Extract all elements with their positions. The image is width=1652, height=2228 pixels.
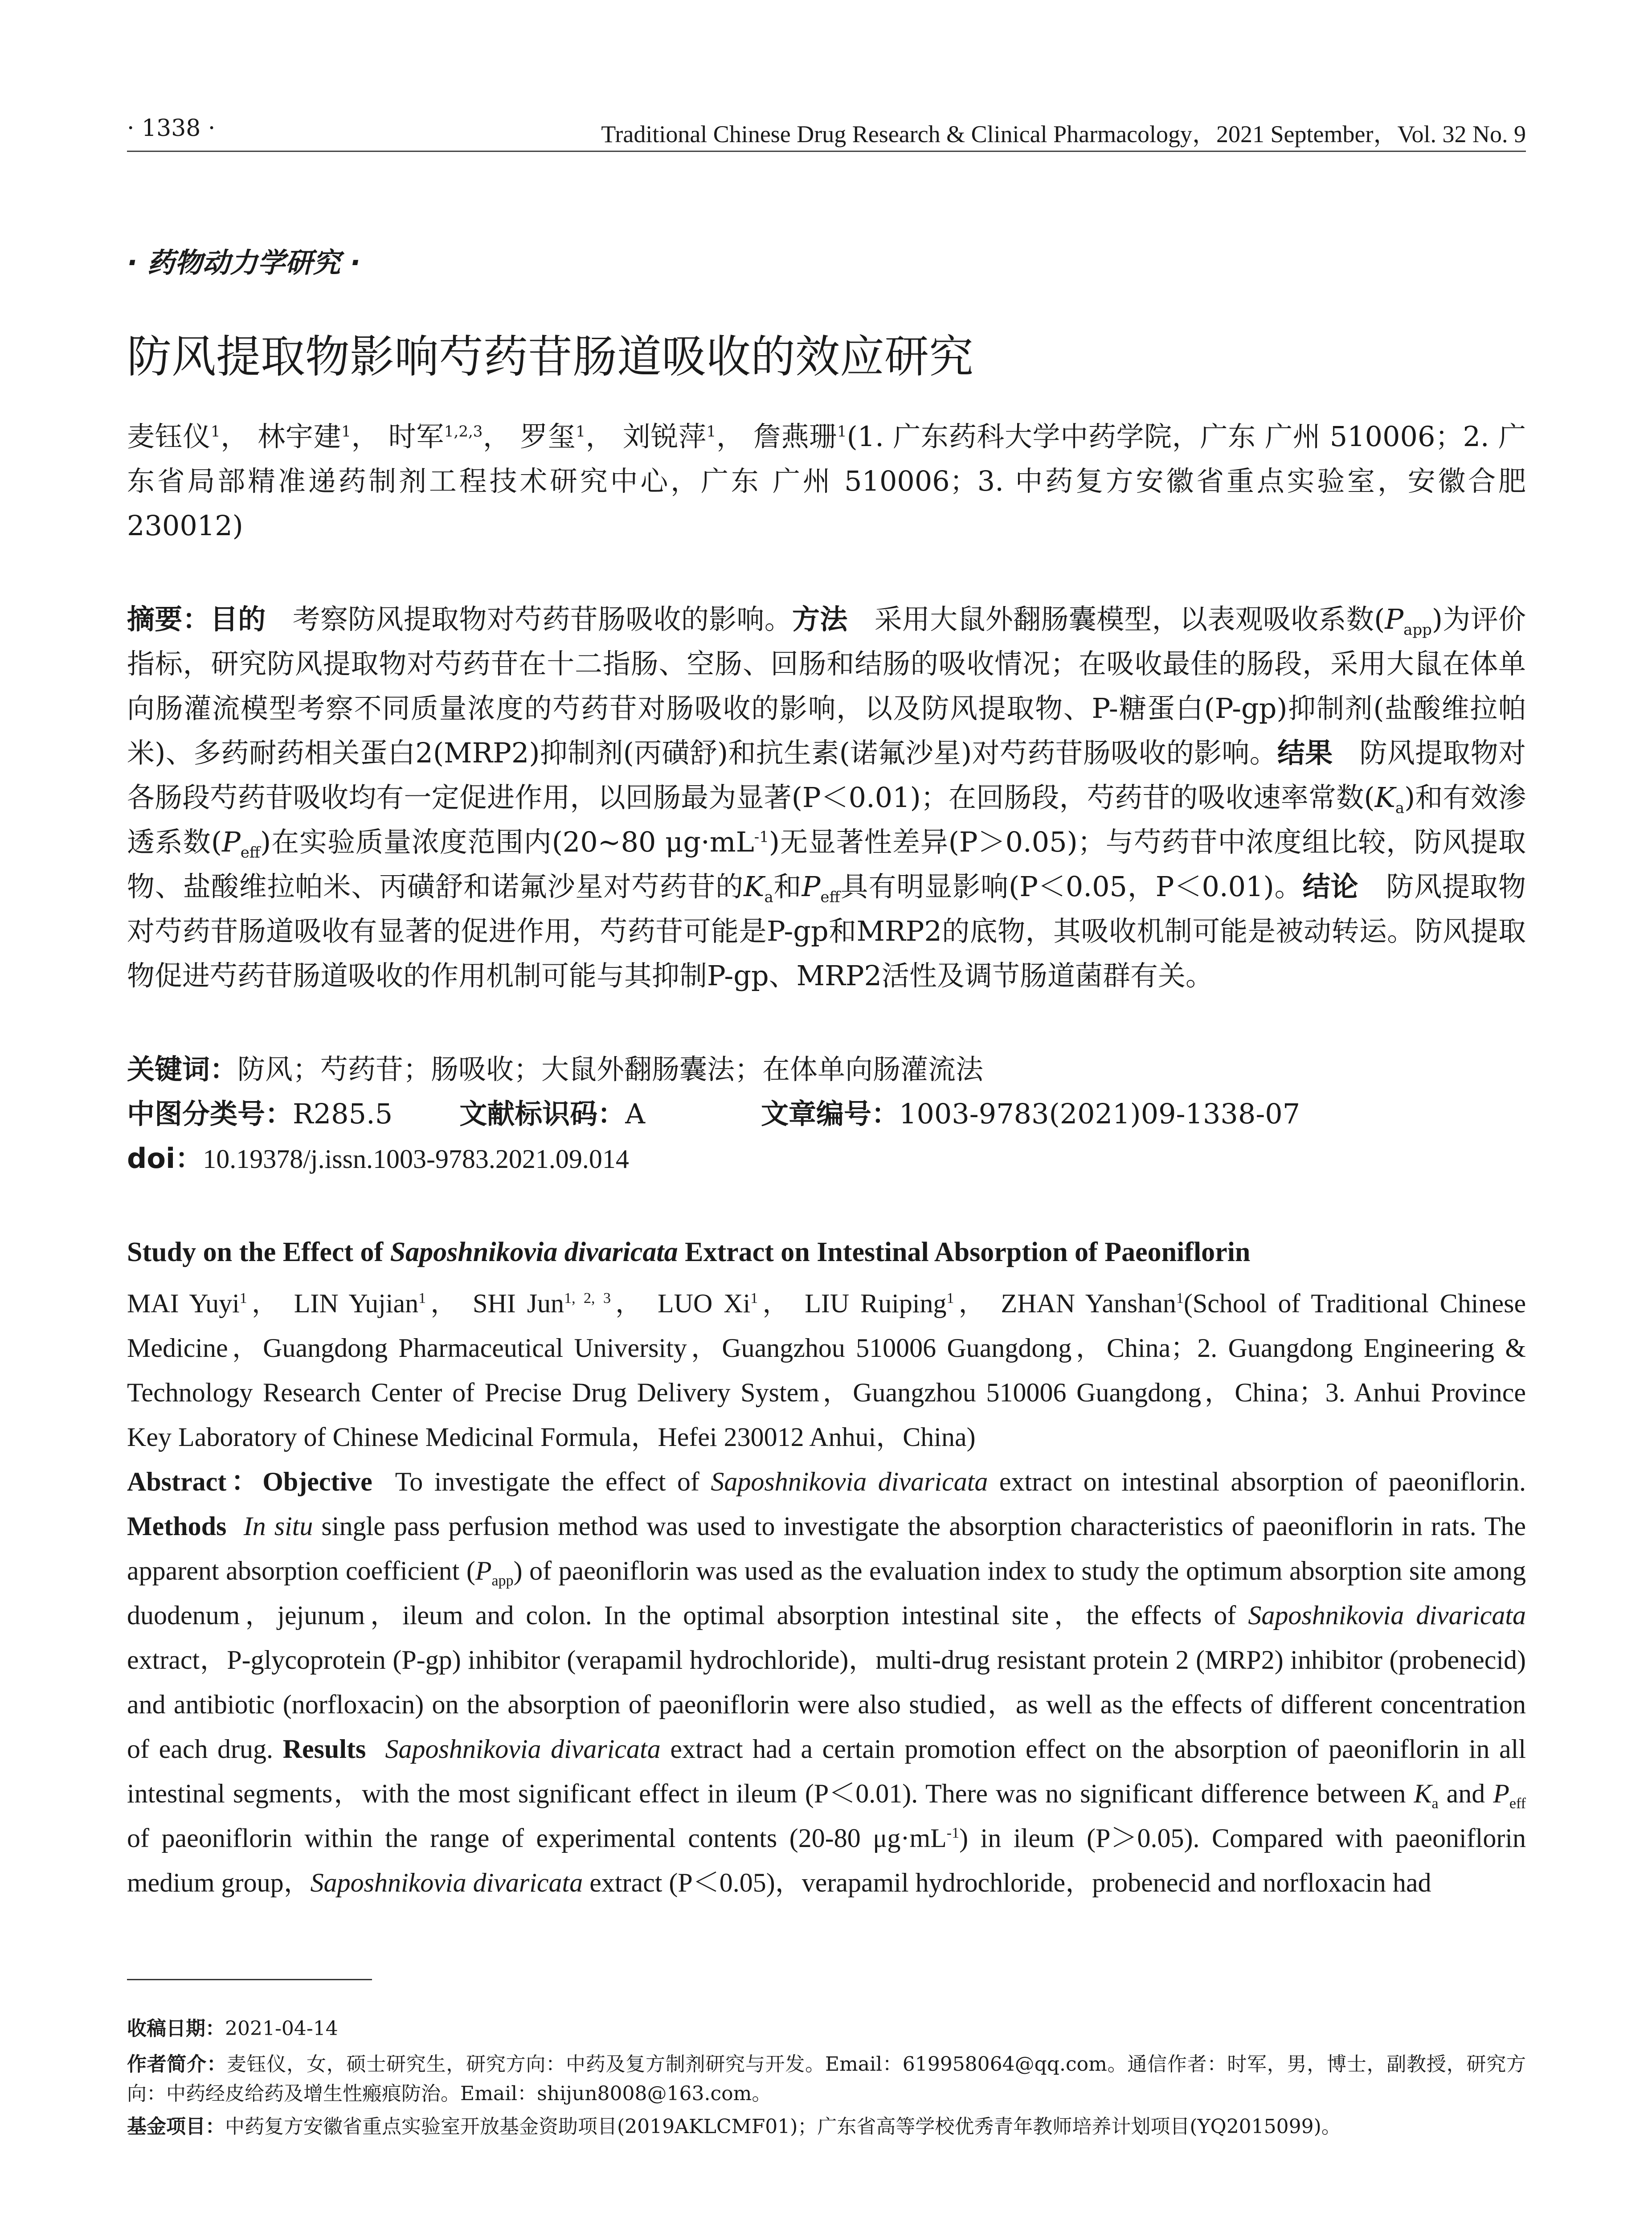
abstract-label: 摘要： — [127, 603, 210, 635]
author-info: 麦钰仪，女，硕士研究生，研究方向：中药及复方制剂研究与开发。Email：619958064@qq.com。通信作者：时军，男，博士，副教授，研究方向：中药经皮给药及增生性瘢痕防治。Email：shijun8008@163.com。 — [127, 2053, 1526, 2105]
section-label: · 药物动力学研究 · — [127, 246, 361, 279]
article-title: 防风提取物影响芍药苷肠道吸收的效应研究 — [127, 331, 973, 383]
keywords-label: 关键词： — [127, 1053, 238, 1085]
authors-en: MAI Yuyi$^1$， LIN Yujian$^1$， SHI Jun$^{1, 2, 3}$， LUO Xi$^1$， LIU Ruiping$^1$， ZHAN Yanshan$^1$(School of Traditional Chinese Medicine，Guangdong Pharmaceutical University，Guangzhou 510006 Guangdong，China；2. Guangdong Engineering & Technology Research Center of Precise Drug Delivery System，Guangzhou 510006 Guangdong，China；3. Anhui Province Key Laboratory of Chinese Medicinal Formula，Hefei 230012 Anhui，China) — [127, 1289, 1526, 1452]
symbol-sup: -1 — [754, 828, 769, 846]
footnote-received — [127, 2014, 1526, 2044]
symbol-sup: -1 — [946, 1825, 960, 1841]
symbol: K — [1414, 1779, 1432, 1808]
conclusion-label: 结论 — [1302, 870, 1359, 903]
doi-line — [127, 1136, 629, 1181]
english-title-text: Study on the Effect of — [127, 1237, 390, 1267]
conclusion-text: 防风提取物对芍药苷肠道吸收有显著的促进作用，芍药苷可能是P-gp和MRP2的底物，其吸收机制可能是被动转运。防风提取物促进芍药苷肠道吸收的作用机制可能与其抑制P-gp、MRP2活性及调节肠道菌群有关。 — [127, 870, 1526, 992]
results-text: )和有效渗透系数( — [127, 781, 1526, 858]
running-header — [127, 115, 1526, 151]
clc-label: 中图分类号： — [127, 1098, 293, 1130]
author-name: LUO Xi — [657, 1289, 751, 1318]
symbol-sub: eff — [1509, 1795, 1526, 1812]
symbol: P — [475, 1556, 492, 1585]
author-mark: 1 — [837, 422, 847, 441]
author-name: 罗玺 — [520, 420, 576, 453]
objective-label: 目的 — [210, 603, 266, 635]
results-text: )在实验质量浓度范围内(20~80 μg·mL — [260, 826, 754, 858]
classification-line — [127, 1092, 1300, 1136]
results-text: and — [1438, 1779, 1493, 1808]
abstract-cn — [127, 597, 1526, 998]
article-number-value: 1003-9783(2021)09-1338-07 — [899, 1098, 1300, 1130]
author-name: MAI Yuyi — [127, 1289, 240, 1318]
received-label: 收稿日期： — [127, 2017, 225, 2040]
objective-text: extract on intestinal absorption of paeoniflorin. — [988, 1467, 1526, 1496]
results-text: ) in ileum (P＞0.05). Compared with paeoniflorin medium group， — [127, 1823, 1526, 1897]
author-name: 林宇建 — [258, 420, 342, 453]
symbol-sub: a — [1431, 1795, 1439, 1812]
english-title-text: Extract on Intestinal Absorption of Paeoniflorin — [678, 1237, 1251, 1267]
clc-value: R285.5 — [293, 1098, 393, 1130]
symbol-sub: eff — [820, 888, 840, 906]
symbol-sub: app — [491, 1573, 514, 1589]
author-mark: 1 — [341, 422, 351, 441]
authors-cn: 麦钰仪$^1$， 林宇建$^1$， 时军$^{1,2,3}$， 罗玺$^1$， 刘锐萍$^1$， 詹燕珊$^1$(1. 广东药科大学中药学院，广东 广州 510006；2. 广东省局部精准递药制剂工程技术研究中心，广东 广州 510006；3. 中药复方安徽省重点实验室，安徽合肥 230012) — [127, 420, 1526, 542]
journal-info: Traditional Chinese Drug Research & Clinical Pharmacology，2021 September，Vol. 32 No. 9 — [601, 121, 1526, 147]
objective-text: 考察防风提取物对芍药苷肠吸收的影响。 — [292, 603, 793, 635]
footnote-author — [127, 2050, 1526, 2109]
symbol-sub: app — [1403, 621, 1432, 639]
affiliations-cn: (1. 广东药科大学中药学院，广东 广州 510006；2. 广东省局部精准递药制剂工程技术研究中心，广东 广州 510006；3. 中药复方安徽省重点实验室，安徽合肥 230012) — [127, 420, 1526, 542]
symbol-sub: a — [764, 888, 773, 906]
author-info-label: 作者简介： — [127, 2053, 227, 2076]
author-name: LIN Yujian — [294, 1289, 419, 1318]
symbol: P — [801, 870, 821, 903]
methods-text: )为评价指标，研究防风提取物对芍药苷在十二指肠、空肠、回肠和结肠的吸收情况；在吸收最佳的肠段，采用大鼠在体单向肠灌流模型考察不同质量浓度的芍药苷对肠吸收的影响，以及防风提取物、P-糖蛋白(P-gp)抑制剂(盐酸维拉帕米)、多药耐药相关蛋白2(MRP2)抑制剂(丙磺舒)和抗生素(诺氟沙星)对芍药苷肠吸收的影响。 — [127, 603, 1526, 769]
keywords — [127, 1047, 983, 1092]
affiliations-en: (School of Traditional Chinese Medicine，Guangdong Pharmaceutical University，Guangzhou 510006 Guangdong，China；2. Guangdong Engineering & Technology Research Center of Precise Drug Delivery System，Guangzhou 510006 Guangdong，China；3. Anhui Province Key Laboratory of Chinese Medicinal Formula，Hefei 230012 Anhui，China) — [127, 1289, 1526, 1452]
footnote-fund — [127, 2112, 1526, 2142]
symbol: P — [222, 826, 241, 858]
fund-info: 中药复方安徽省重点实验室开放基金资助项目(2019AKLCMF01)；广东省高等学校优秀青年教师培养计划项目(YQ2015099)。 — [225, 2115, 1341, 2138]
symbol: K — [1374, 781, 1395, 814]
author-name: 时军 — [388, 420, 444, 453]
author-mark: 1 — [750, 1290, 758, 1306]
results-text: )无显著性差异(P＞0.05)；与芍药苷中浓度组比较，防风提取物、盐酸维拉帕米、丙磺舒和诺氟沙星对芍药苷的 — [127, 826, 1526, 903]
doc-code-value: A — [625, 1098, 645, 1130]
species-name: Saposhnikovia divaricata — [385, 1734, 661, 1764]
author-mark: 1 — [576, 422, 586, 441]
footnote-rule — [127, 1979, 372, 1980]
header-rule — [127, 151, 1526, 152]
symbol: P — [1385, 603, 1404, 635]
abstract-label: Abstract： — [127, 1467, 263, 1496]
species-name: Saposhnikovia divaricata — [390, 1237, 678, 1267]
doi-value: 10.19378/j.issn.1003-9783.2021.09.014 — [203, 1144, 629, 1174]
abstract-en — [127, 1459, 1526, 1905]
species-name: Saposhnikovia divaricata — [1248, 1601, 1526, 1630]
author-mark: 1 — [1176, 1290, 1184, 1306]
article-number-label: 文章编号： — [761, 1098, 900, 1130]
author-name: SHI Jun — [473, 1289, 564, 1318]
received-date: 2021-04-14 — [225, 2017, 338, 2040]
page-number: · 1338 · — [127, 115, 216, 142]
author-name: LIU Ruiping — [805, 1289, 947, 1318]
methods-label: Methods — [127, 1511, 227, 1541]
results-text: 防风提取物对各肠段芍药苷吸收均有一定促进作用，以回肠最为显著(P＜0.01)；在回肠段，芍药苷的吸收速率常数( — [127, 737, 1526, 814]
author-mark: 1 — [239, 1290, 247, 1306]
author-mark: 1, 2, 3 — [564, 1290, 611, 1306]
methods-text: 采用大鼠外翻肠囊模型，以表观吸收系数( — [874, 603, 1385, 635]
results-text: 和 — [773, 870, 802, 903]
results-text: extract had a certain promotion effect on the absorption of paeoniflorin in all intestinal segments，with the most significant effect in ileum (P＜0.01). There was no significant difference between — [127, 1734, 1526, 1808]
objective-label: Objective — [262, 1467, 372, 1496]
doc-code-label: 文献标识码： — [459, 1098, 626, 1130]
keywords-text: 防风；芍药苷；肠吸收；大鼠外翻肠囊法；在体单向肠灌流法 — [237, 1053, 984, 1085]
symbol: K — [744, 870, 765, 903]
author-mark: 1 — [706, 422, 716, 441]
results-text: 具有明显影响(P＜0.05，P＜0.01)。 — [840, 870, 1303, 903]
author-mark: 1 — [210, 422, 221, 441]
author-mark: 1,2,3 — [444, 422, 483, 441]
author-mark: 1 — [418, 1290, 426, 1306]
results-label: Results — [282, 1734, 366, 1764]
author-name: 麦钰仪 — [127, 420, 211, 453]
results-text: extract (P＜0.05)，verapamil hydrochloride，probenecid and norfloxacin had — [583, 1868, 1431, 1897]
methods-text: single pass perfusion method was used to investigate the absorption characteristics of paeoniflorin in rats. The apparent absorption coefficient ( — [127, 1511, 1526, 1585]
author-name: 詹燕珊 — [753, 420, 837, 453]
methods-text: extract，P-glycoprotein (P-gp) inhibitor (verapamil hydrochloride)，multi-drug resistant protein 2 (MRP2) inhibitor (probenecid) and antibiotic (norfloxacin) on the absorption of paeoniflorin were also studied，as well as the effects of different concentration of each drug. — [127, 1645, 1526, 1764]
species-name: Saposhnikovia divaricata — [310, 1868, 583, 1897]
symbol-sub: eff — [240, 844, 261, 862]
doi-label: doi： — [127, 1142, 203, 1175]
results-label: 结果 — [1277, 737, 1333, 769]
author-mark: 1 — [946, 1290, 954, 1306]
objective-text: To investigate the effect of — [395, 1467, 711, 1496]
author-name: 刘锐萍 — [622, 420, 707, 453]
results-text: of paeoniflorin within the range of experimental contents (20-80 μg·mL — [127, 1823, 947, 1853]
symbol-sub: a — [1395, 799, 1405, 817]
methods-text: ) of paeoniflorin was used as the evaluation index to study the optimum absorption site among duodenum，jejunum，ileum and colon. In the optimal absorption intestinal site，the effects of — [127, 1556, 1526, 1630]
in-situ-term: In situ — [243, 1511, 313, 1541]
author-name: ZHAN Yanshan — [1001, 1289, 1176, 1318]
english-title — [127, 1237, 1250, 1268]
species-name: Saposhnikovia divaricata — [711, 1467, 988, 1496]
symbol: P — [1493, 1779, 1509, 1808]
fund-label: 基金项目： — [127, 2115, 225, 2138]
methods-label: 方法 — [792, 603, 848, 635]
